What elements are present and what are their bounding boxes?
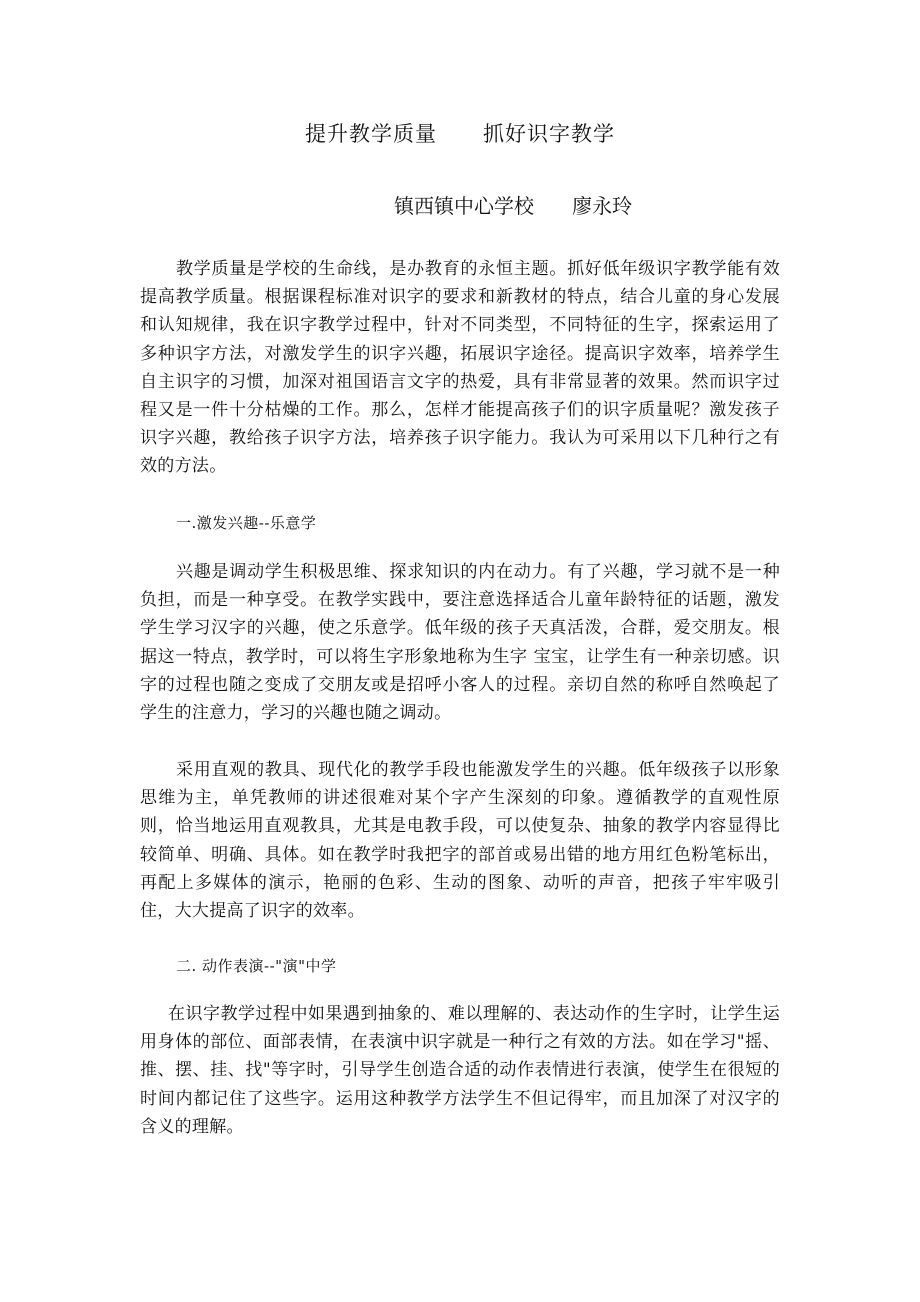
paragraph-action-performance: 在识字教学过程中如果遇到抽象的、难以理解的、表达动作的生字时，让学生运用身体的部位、面部表情，在表演中识字就是一种行之有效的方法。如在学习"摇、推、摆、挂、找"等字时，引导学生创造合适的动作表情进行表演，使学生在很短的时间内都记住了这些字。运用这种教学方法学生不但记得牢，而且加深了对汉字的含义的理解。 [140,1004,780,1137]
section-heading-2: 二. 动作表演--"演"中学 [176,957,337,975]
author-line: 镇西镇中心学校 廖永玲 [394,194,633,218]
section-heading-1: 一.激发兴趣--乐意学 [176,514,317,532]
paragraph-visual-aids: 采用直观的教具、现代化的教学手段也能激发学生的兴趣。低年级孩子以形象思维为主，单凭教师的讲述很难对某个字产生深刻的印象。遵循教学的直观性原则，恰当地运用直观教具，尤其是电教手段，可以使复杂、抽象的教学内容显得比较简单、明确、具体。如在教学时我把字的部首或易出错的地方用红色粉笔标出，再配上多媒体的演示，艳丽的色彩、生动的图象、动听的声音，把孩子牢牢吸引住，大大提高了识字的效率。 [140,760,780,922]
document-title: 提升教学质量 抓好识字教学 [304,122,616,146]
paragraph-interest: 兴趣是调动学生积极思维、探求知识的内在动力。有了兴趣，学习就不是一种负担，而是一种享受。在教学实践中，要注意选择适合儿童年龄特征的话题，激发学生学习汉字的兴趣，使之乐意学。低年级的孩子天真活泼，合群，爱交朋友。根据这一特点，教学时，可以将生字形象地称为生字 宝宝，让学生有一种亲切感。识字的过程也随之变成了交朋友或是招呼小客人的过程。亲切自然的称呼自然唤起了学生的注意力，学习的兴趣也随之调动。 [140,562,780,724]
paragraph-introduction: 教学质量是学校的生命线，是办教育的永恒主题。抓好低年级识字教学能有效提高教学质量。根据课程标准对识字的要求和新教材的特点，结合儿童的身心发展和认知规律，我在识字教学过程中，针对不同类型，不同特征的生字，探索运用了多种识字方法，对激发学生的识字兴趣，拓展识字途径。提高识字效率，培养学生自主识字的习惯，加深对祖国语言文字的热爱，具有非常显著的效果。然而识字过程又是一件十分枯燥的工作。那么，怎样才能提高孩子们的识字质量呢？激发孩子识字兴趣，教给孩子识字方法，培养孩子识字能力。我认为可采用以下几种行之有效的方法。 [140,259,780,477]
